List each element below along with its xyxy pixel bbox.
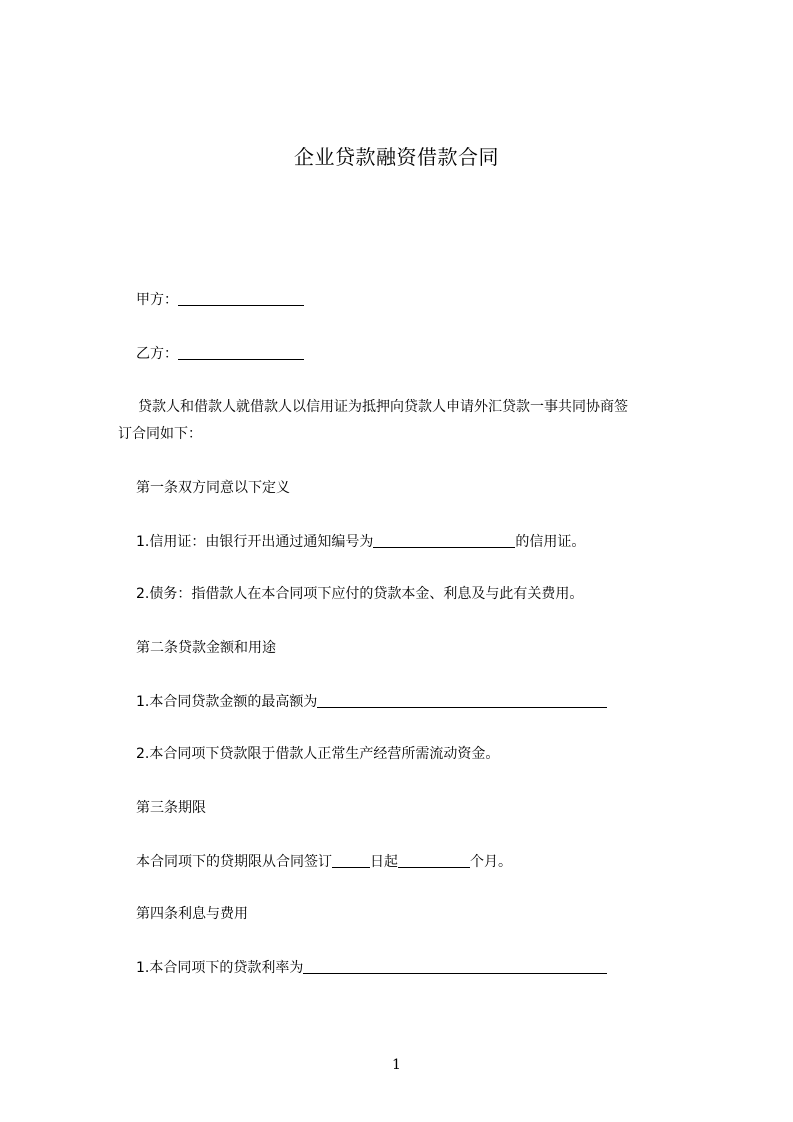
party-b-line [136, 344, 304, 364]
notice-number-blank [373, 533, 515, 548]
article-3-text-part-3: 个月。 [470, 854, 512, 870]
interest-rate-blank [303, 959, 607, 974]
intro-paragraph [118, 394, 656, 448]
intro-line-1: 贷款人和借款人就借款人以信用证为抵押向贷款人申请外汇贷款一事共同协商签 [138, 399, 628, 415]
page-number: 1 [392, 1057, 401, 1073]
article-1-item-1-suffix: 的信用证。 [515, 534, 586, 550]
max-amount-blank [317, 693, 607, 708]
article-1-item-2: 2.债务：指借款人在本合同项下应付的贷款本金、利息及与此有关费用。 [136, 586, 584, 602]
article-3-heading: 第三条期限 [136, 800, 206, 816]
article-1-item-1 [136, 532, 585, 552]
article-2-item-1-prefix: 1.本合同贷款金额的最高额为 [136, 694, 318, 710]
article-2-heading: 第二条贷款金额和用途 [136, 640, 276, 656]
intro-line-2: 订合同如下： [118, 426, 202, 442]
article-4-heading: 第四条利息与费用 [136, 906, 248, 922]
article-3-text-part-2: 日起 [370, 854, 398, 870]
article-4-item-1 [136, 958, 607, 978]
article-2-item-2: 2.本合同项下贷款限于借款人正常生产经营所需流动资金。 [136, 746, 500, 762]
article-3-text-part-1: 本合同项下的贷期限从合同签订 [136, 854, 332, 870]
party-b-label: 乙方： [136, 346, 178, 362]
article-3-text [136, 852, 512, 872]
article-4-item-1-prefix: 1.本合同项下的贷款利率为 [136, 960, 304, 976]
party-a-blank [178, 291, 304, 306]
party-a-label: 甲方： [136, 292, 178, 308]
sign-date-blank [332, 853, 370, 868]
party-a-line [136, 290, 304, 310]
party-b-blank [178, 345, 304, 360]
document-title: 企业贷款融资借款合同 [294, 145, 499, 169]
months-blank [398, 853, 470, 868]
article-2-item-1 [136, 692, 607, 712]
article-1-heading: 第一条双方同意以下定义 [136, 480, 290, 496]
article-1-item-1-prefix: 1.信用证：由银行开出通过通知编号为 [136, 534, 374, 550]
